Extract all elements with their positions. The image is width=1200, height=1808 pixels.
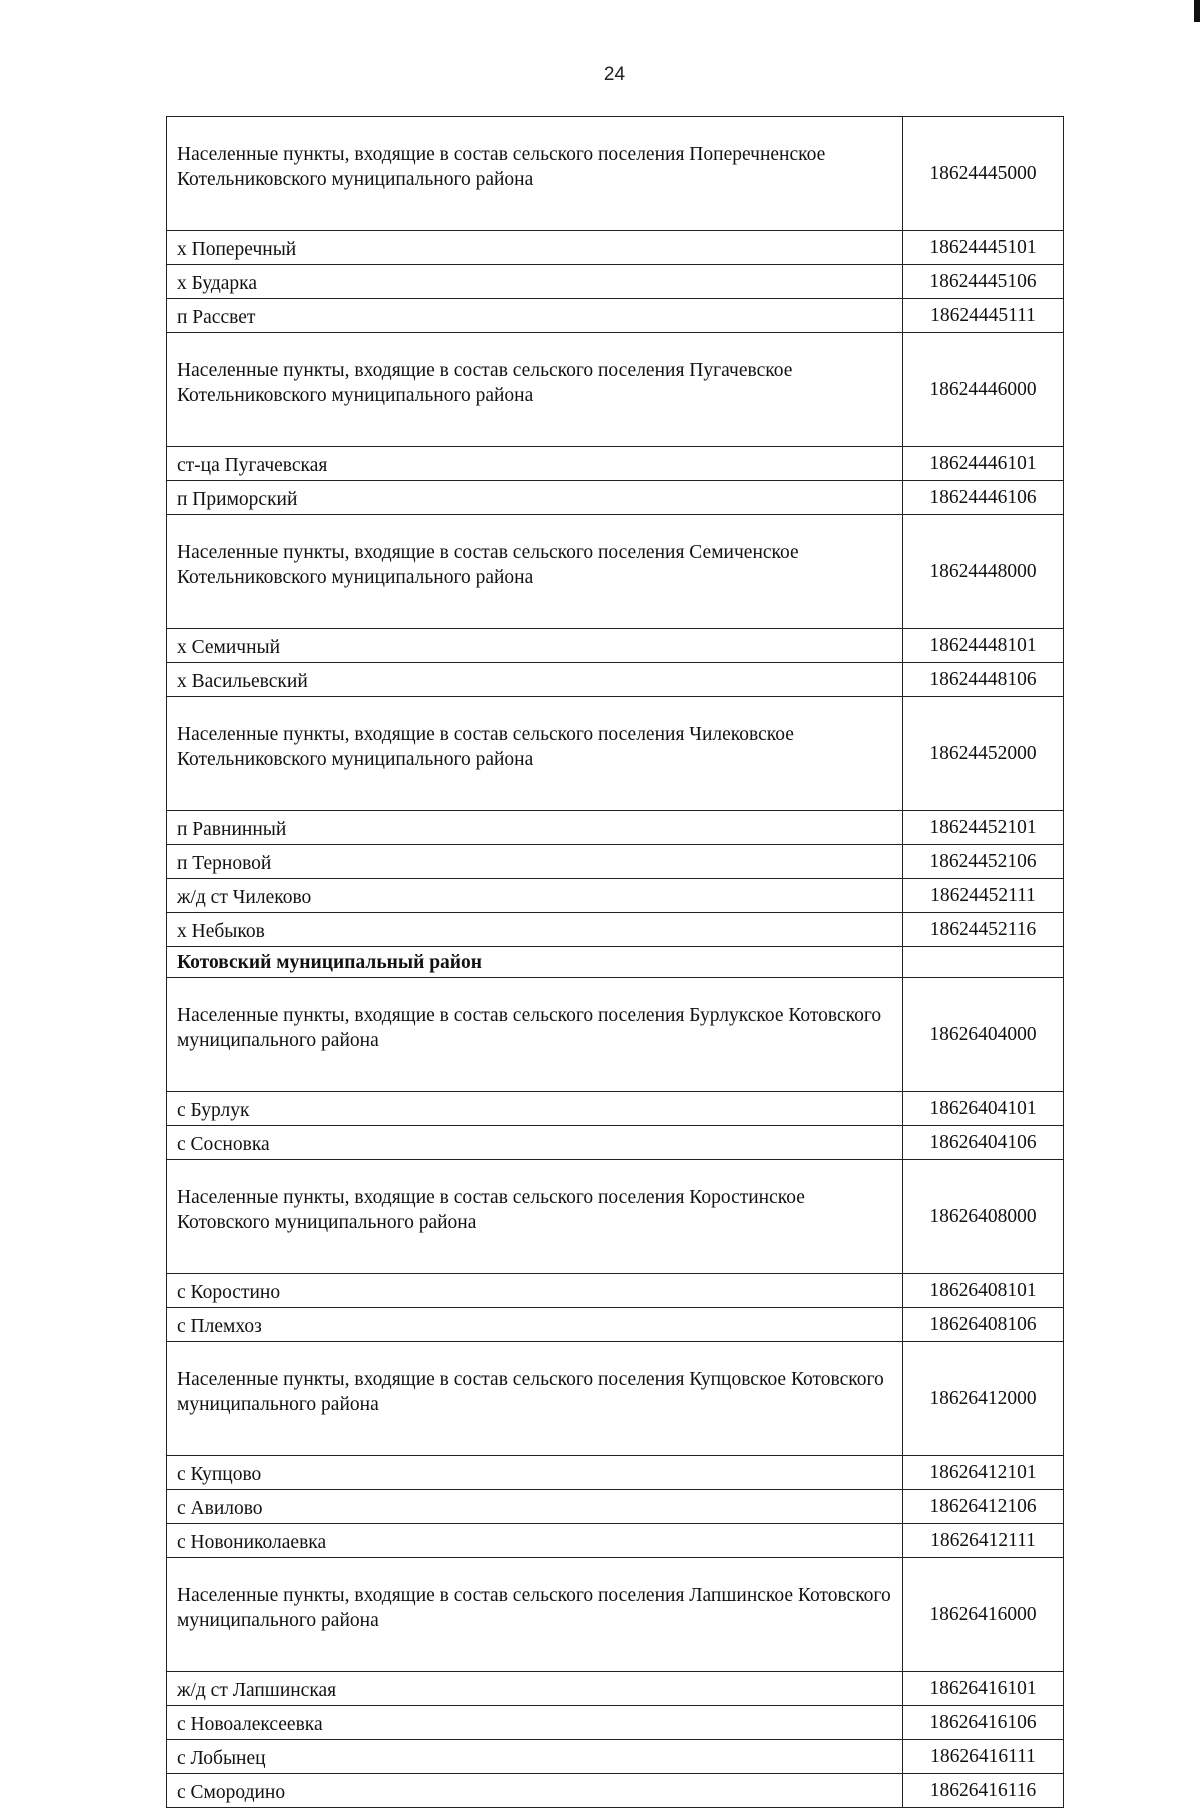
settlement-row: [167, 1456, 1064, 1490]
district-header-row: [167, 947, 1064, 978]
oktmo-code: 18624446101: [903, 447, 1064, 481]
oktmo-code: 18626404106: [903, 1126, 1064, 1160]
settlement-row: [167, 1490, 1064, 1524]
settlement-name: п Терновой: [167, 845, 903, 879]
oktmo-code: 18626404101: [903, 1092, 1064, 1126]
settlement-group-row: [167, 333, 1064, 447]
settlement-name: с Коростино: [167, 1274, 903, 1308]
settlement-row: [167, 1706, 1064, 1740]
oktmo-code: 18624448106: [903, 663, 1064, 697]
settlement-name: Населенные пункты, входящие в состав сельского поселения Чилековское Котельниковского муниципального района: [167, 697, 903, 811]
settlement-name: с Новоалексеевка: [167, 1706, 903, 1740]
settlements-table: [166, 116, 1064, 1808]
oktmo-code: 18624452106: [903, 845, 1064, 879]
oktmo-code: 18626404000: [903, 978, 1064, 1092]
settlement-row: [167, 481, 1064, 515]
settlement-row: [167, 629, 1064, 663]
settlement-row: [167, 913, 1064, 947]
settlement-row: [167, 1672, 1064, 1706]
settlement-group-row: [167, 515, 1064, 629]
oktmo-code: 18626408101: [903, 1274, 1064, 1308]
settlement-name: с Купцово: [167, 1456, 903, 1490]
settlement-name: с Племхоз: [167, 1308, 903, 1342]
oktmo-code: 18624452000: [903, 697, 1064, 811]
settlement-row: [167, 299, 1064, 333]
settlement-row: [167, 1774, 1064, 1808]
oktmo-code: [903, 947, 1064, 978]
settlement-row: [167, 811, 1064, 845]
oktmo-code: 18626412106: [903, 1490, 1064, 1524]
oktmo-code: 18626412000: [903, 1342, 1064, 1456]
oktmo-code: 18624452101: [903, 811, 1064, 845]
settlement-name: с Смородино: [167, 1774, 903, 1808]
oktmo-code: 18624452111: [903, 879, 1064, 913]
settlement-name: Населенные пункты, входящие в состав сельского поселения Коростинское Котовского муниципального района: [167, 1160, 903, 1274]
settlement-name: ж/д ст Чилеково: [167, 879, 903, 913]
oktmo-code: 18626416101: [903, 1672, 1064, 1706]
settlement-group-row: [167, 117, 1064, 231]
oktmo-code: 18624445101: [903, 231, 1064, 265]
settlement-row: [167, 231, 1064, 265]
settlement-row: [167, 879, 1064, 913]
settlement-name: Населенные пункты, входящие в состав сельского поселения Купцовское Котовского муниципального района: [167, 1342, 903, 1456]
oktmo-code: 18624445111: [903, 299, 1064, 333]
settlement-name: Населенные пункты, входящие в состав сельского поселения Бурлукское Котовского муниципального района: [167, 978, 903, 1092]
settlement-row: [167, 447, 1064, 481]
oktmo-code: 18626412101: [903, 1456, 1064, 1490]
settlement-name: х Небыков: [167, 913, 903, 947]
oktmo-code: 18626416111: [903, 1740, 1064, 1774]
district-name: Котовский муниципальный район: [167, 947, 903, 978]
settlement-row: [167, 663, 1064, 697]
settlement-group-row: [167, 1160, 1064, 1274]
settlement-name: с Сосновка: [167, 1126, 903, 1160]
settlement-row: [167, 1524, 1064, 1558]
settlement-row: [167, 1740, 1064, 1774]
page-number: 24: [603, 64, 626, 85]
settlement-name: Населенные пункты, входящие в состав сельского поселения Семиченское Котельниковского муниципального района: [167, 515, 903, 629]
settlement-name: с Лобынец: [167, 1740, 903, 1774]
settlements-table-body: [167, 117, 1064, 1808]
oktmo-code: 18626408000: [903, 1160, 1064, 1274]
settlement-row: [167, 845, 1064, 879]
settlement-name: с Новониколаевка: [167, 1524, 903, 1558]
settlement-name: п Рассвет: [167, 299, 903, 333]
settlement-name: ж/д ст Лапшинская: [167, 1672, 903, 1706]
settlement-name: х Бударка: [167, 265, 903, 299]
settlement-group-row: [167, 697, 1064, 811]
settlement-name: х Семичный: [167, 629, 903, 663]
oktmo-code: 18626416116: [903, 1774, 1064, 1808]
settlement-group-row: [167, 1558, 1064, 1672]
settlement-name: Населенные пункты, входящие в состав сельского поселения Пугачевское Котельниковского муниципального района: [167, 333, 903, 447]
oktmo-code: 18626416000: [903, 1558, 1064, 1672]
oktmo-code: 18624446000: [903, 333, 1064, 447]
settlement-row: [167, 265, 1064, 299]
settlement-name: Населенные пункты, входящие в состав сельского поселения Лапшинское Котовского муниципального района: [167, 1558, 903, 1672]
oktmo-code: 18626416106: [903, 1706, 1064, 1740]
settlement-name: п Равнинный: [167, 811, 903, 845]
oktmo-code: 18626408106: [903, 1308, 1064, 1342]
oktmo-code: 18624446106: [903, 481, 1064, 515]
settlement-name: с Авилово: [167, 1490, 903, 1524]
oktmo-code: 18624448000: [903, 515, 1064, 629]
settlement-name: ст-ца Пугачевская: [167, 447, 903, 481]
oktmo-code: 18626412111: [903, 1524, 1064, 1558]
settlement-row: [167, 1092, 1064, 1126]
oktmo-code: 18624445000: [903, 117, 1064, 231]
oktmo-code: 18624452116: [903, 913, 1064, 947]
settlement-name: х Васильевский: [167, 663, 903, 697]
settlement-name: Населенные пункты, входящие в состав сельского поселения Поперечненское Котельниковского муниципального района: [167, 117, 903, 231]
settlement-row: [167, 1274, 1064, 1308]
settlement-row: [167, 1126, 1064, 1160]
settlement-group-row: [167, 978, 1064, 1092]
oktmo-code: 18624448101: [903, 629, 1064, 663]
settlement-name: х Поперечный: [167, 231, 903, 265]
oktmo-code: 18624445106: [903, 265, 1064, 299]
scan-corner-mark: [1194, 0, 1200, 22]
settlement-name: п Приморский: [167, 481, 903, 515]
settlement-name: с Бурлук: [167, 1092, 903, 1126]
settlement-row: [167, 1308, 1064, 1342]
settlement-group-row: [167, 1342, 1064, 1456]
